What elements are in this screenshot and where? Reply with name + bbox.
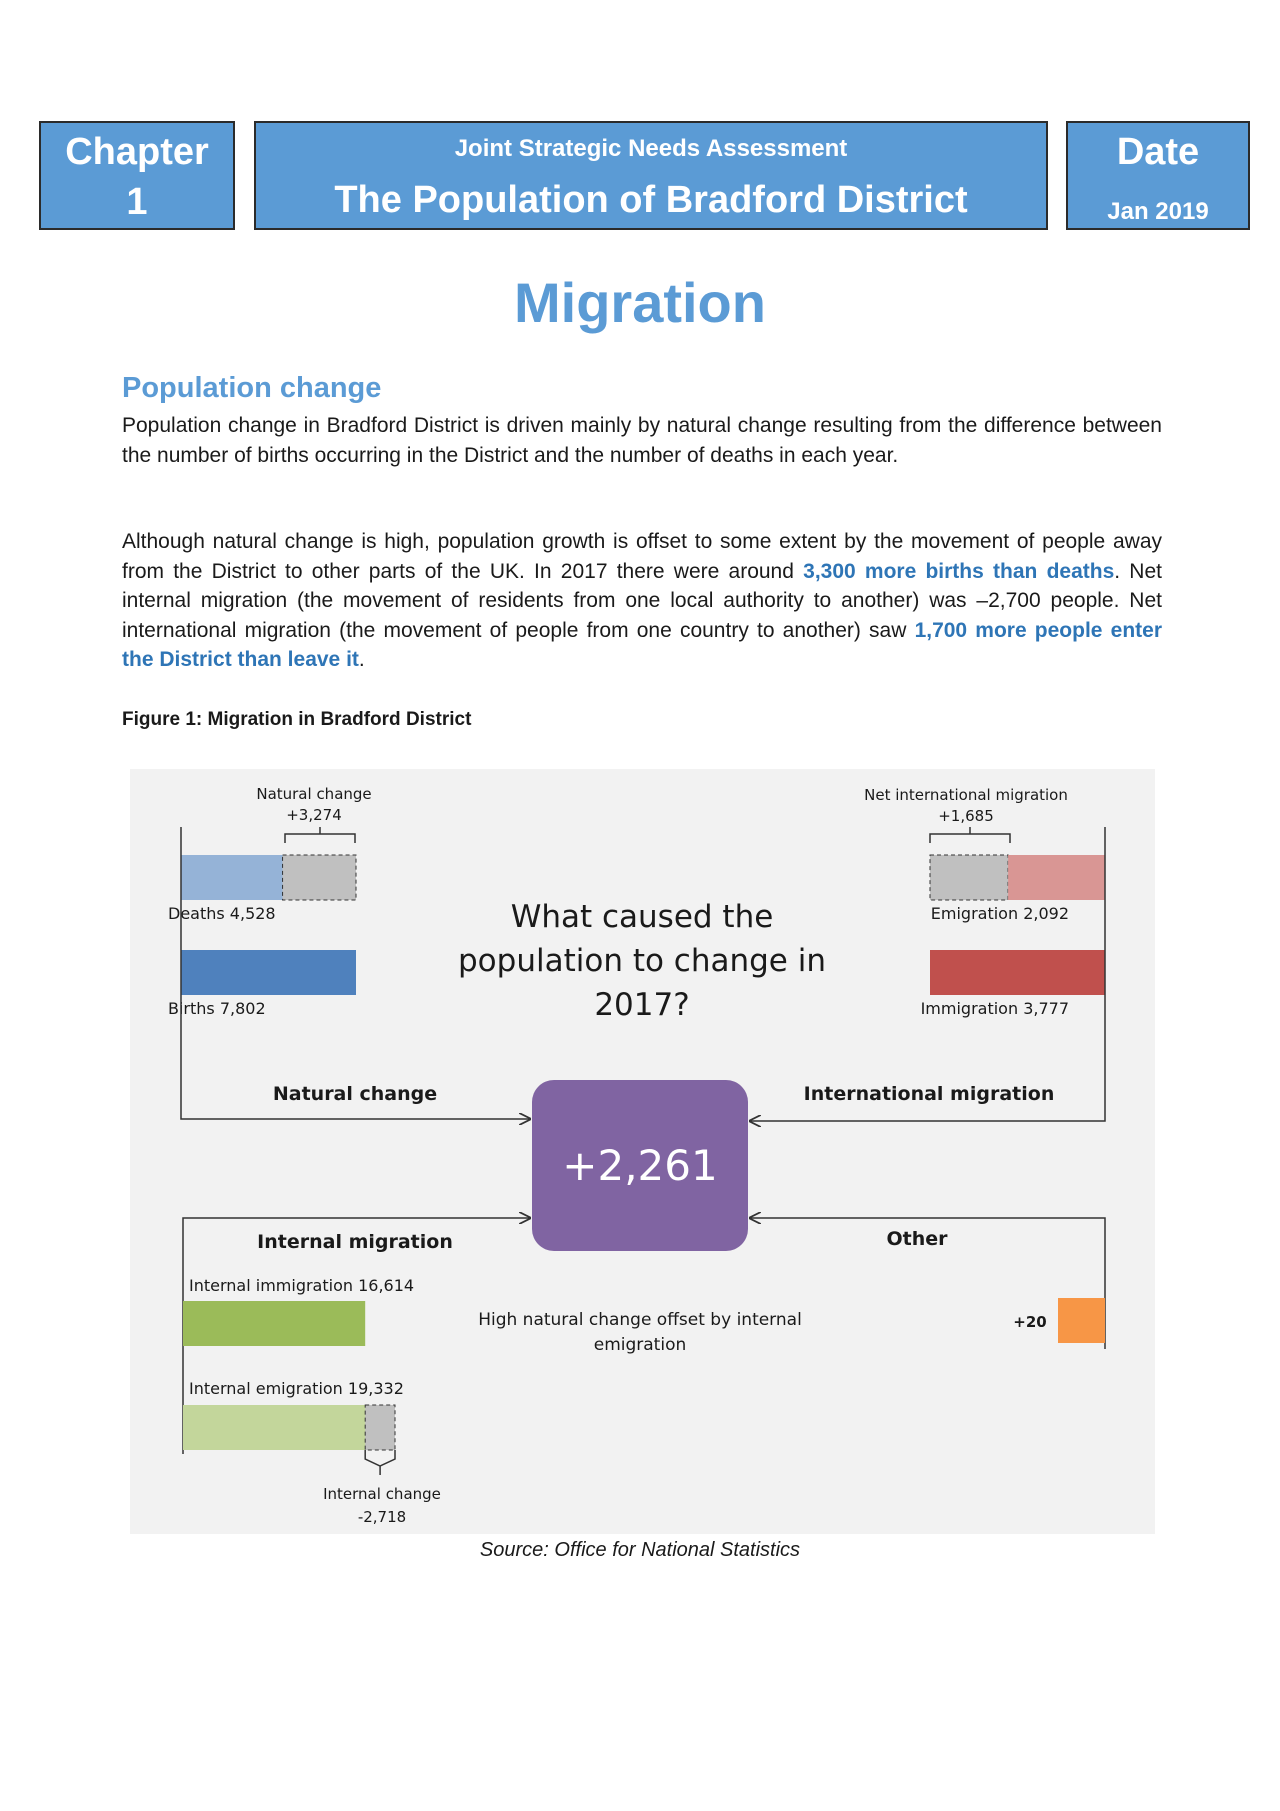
date-value: Jan 2019 (1107, 198, 1209, 225)
natural-net-bar (283, 855, 356, 900)
emigration-label: Emigration 2,092 (930, 904, 1069, 923)
internal-immigration-bar (183, 1301, 365, 1346)
figure-caption: Figure 1: Migration in Bradford District (122, 709, 472, 730)
date-label: Date (1116, 131, 1200, 173)
total-change-value: +2,261 (562, 1141, 718, 1190)
figure-source: Source: Office for National Statistics (479, 1539, 801, 1561)
note-line-2: emigration (593, 1335, 687, 1355)
chapter-number: 1 (126, 181, 148, 223)
highlight-net-international: 1,700 more people enter the District than leave it (122, 618, 1162, 671)
births-label: Births 7,802 (168, 999, 266, 1018)
natural-net-value: +3,274 (286, 806, 342, 824)
migration-diagram (130, 769, 1155, 1534)
internal-net-bracket (365, 1450, 395, 1475)
paragraph-2-text-2: . Net internal migration (the movement of residents from one local authority to another) was –2,700 people. Net international migration (the movement of people from one country to another) saw (122, 559, 1162, 642)
center-question-line-2: population to change in (458, 943, 826, 979)
births-bar (181, 950, 356, 995)
immigration-label: Immigration 3,777 (920, 999, 1069, 1018)
internal-section-label: Internal migration (257, 1231, 453, 1253)
chapter-label: Chapter (65, 131, 209, 173)
series-title: Joint Strategic Needs Assessment (454, 135, 848, 162)
center-question-line-1: What caused the (510, 899, 774, 935)
highlight-births-deaths: 3,300 more births than deaths (803, 559, 1115, 583)
internal-emigration-label: Internal emigration 19,332 (189, 1379, 404, 1398)
chapter-box (39, 121, 235, 230)
deaths-label: Deaths 4,528 (168, 904, 276, 923)
paragraph-2-text-1: Although natural change is high, population growth is offset to some extent by the movement of people away from the District to other parts of the UK. In 2017 there were around (122, 530, 1162, 583)
note-line-1: High natural change offset by internal (478, 1310, 802, 1330)
section-heading: Population change (122, 372, 382, 404)
page-title: Migration (514, 271, 766, 334)
emigration-bar (1008, 855, 1105, 900)
natural-net-bracket (285, 827, 355, 843)
natural-net-label: Natural change (256, 785, 372, 803)
other-bar (1058, 1298, 1105, 1343)
internal-net-bar (365, 1405, 395, 1450)
internal-emigration-bar (183, 1405, 395, 1450)
deaths-bar (181, 855, 283, 900)
title-box (254, 121, 1048, 230)
international-net-value: +1,685 (938, 807, 994, 825)
international-section-label: International migration (803, 1083, 1055, 1105)
natural-section-label: Natural change (272, 1083, 438, 1105)
center-question-line-3: 2017? (594, 987, 690, 1023)
paragraph-2 (122, 527, 1162, 675)
other-section-label: Other (886, 1228, 948, 1250)
document-title: The Population of Bradford District (334, 179, 968, 221)
international-net-label: Net international migration (864, 786, 1068, 804)
migration-figure (130, 769, 1155, 1534)
internal-net-value: -2,718 (357, 1508, 407, 1526)
international-net-bar (930, 855, 1008, 900)
date-box (1066, 121, 1250, 230)
paragraph-1: Population change in Bradford District is driven mainly by natural change resulting from the difference between the number of births occurring in the District and the number of deaths in each year. (122, 414, 1162, 467)
immigration-bar (930, 950, 1105, 995)
other-value-label: +20 (1013, 1313, 1047, 1331)
paragraph-2-text-3: . (358, 648, 365, 671)
internal-net-label: Internal change (323, 1485, 441, 1503)
internal-immigration-label: Internal immigration 16,614 (189, 1276, 415, 1295)
international-net-bracket (930, 827, 1010, 843)
